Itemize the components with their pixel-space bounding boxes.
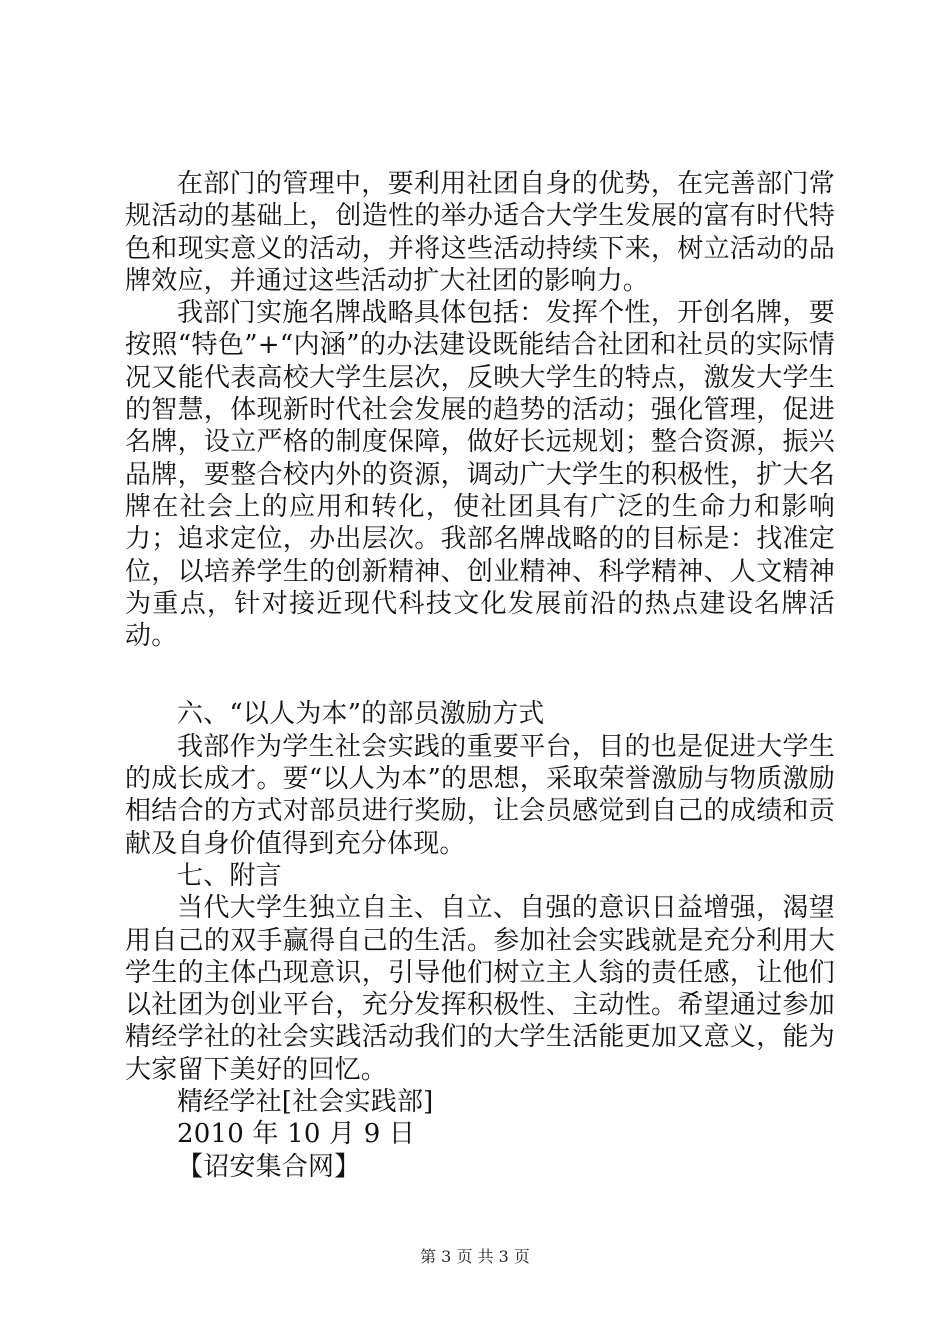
paragraph-management: 在部门的管理中，要利用社团自身的优势，在完善部门常规活动的基础上，创造性的举办适合大学生发展的富有时代特色和现实意义的活动，并将这些活动持续下来，树立活动的品牌效应，并通过这些活动扩大社团的影响力。	[125, 169, 835, 296]
section-heading-7: 七、附言	[177, 860, 282, 891]
source-label: 【诏安集合网】	[177, 1151, 361, 1182]
section-heading-6: 六、“以人为本”的部员激励方式	[177, 699, 545, 730]
paragraph-incentive: 我部作为学生社会实践的重要平台，目的也是促进大学生的成长成才。要“以人为本”的思想，采取荣誉激励与物质激励相结合的方式对部员进行奖励，让会员感觉到自己的成绩和贡献及自身价值得到充分体现。	[125, 731, 835, 859]
paragraph-postscript: 当代大学生独立自主、自立、自强的意识日益增强，渴望用自己的双手赢得自己的生活。参加社会实践就是充分利用大学生的主体凸现意识，引导他们树立主人翁的责任感，让他们以社团为创业平台，充分发挥积极性、主动性。希望通过参加精经学社的社会实践活动我们的大学生活能更加又意义，能为大家留下美好的回忆。	[125, 893, 835, 1085]
page-footer: 第 3 页 共 3 页	[420, 1247, 530, 1266]
section-gap	[125, 652, 835, 698]
paragraph-brand-strategy: 我部门实施名牌战略具体包括：发挥个性，开创名牌，要按照“特色”+“内涵”的办法建设既能结合社团和社员的实际情况又能代表高校大学生层次，反映大学生的特点，激发大学生的智慧，体现新时代社会发展的趋势的活动；强化管理，促进名牌，设立严格的制度保障，做好长远规划；整合资源，振兴品牌，要整合校内外的资源，调动广大学生的积极性，扩大名牌在社会上的应用和转化，使社团具有广泛的生命力和影响力；追求定位，办出层次。我部名牌战略的的目标是：找准定位，以培养学生的创新精神、创业精神、科学精神、人文精神为重点，针对接近现代科技文化发展前沿的热点建设名牌活动。	[125, 298, 835, 652]
document-body	[125, 168, 835, 1183]
signature-organization: 精经学社[社会实践部]	[177, 1087, 434, 1118]
signature-date: 2010 年 10 月 9 日	[177, 1119, 416, 1150]
